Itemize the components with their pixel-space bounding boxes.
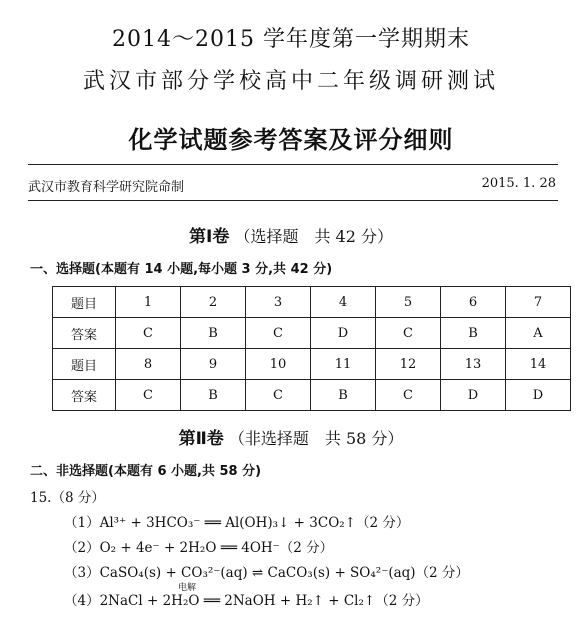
- question-number: 4: [311, 287, 376, 318]
- answer-cell: B: [311, 380, 376, 411]
- part1-note: （选择题 共 42 分）: [234, 227, 393, 246]
- document-title: 化学试题参考答案及评分细则: [128, 126, 454, 154]
- equation-3: （3）CaSO₄(s) + CO₃²⁻(aq) ⇌ CaCO₃(s) + SO₄²⁻(aq)（2 分）: [64, 565, 469, 581]
- section2-title: 二、非选择题(本题有 6 小题,共 58 分): [30, 464, 262, 479]
- question-15-label: 15.（8 分）: [30, 490, 105, 506]
- question-number: 10: [246, 349, 311, 380]
- question-number: 14: [506, 349, 571, 380]
- question-number: 2: [181, 287, 246, 318]
- table-row: [53, 380, 571, 411]
- row-label: 答案: [53, 318, 116, 349]
- part1-heading: [0, 222, 582, 247]
- question-number: 6: [441, 287, 506, 318]
- row-label: 答案: [53, 380, 116, 411]
- row-label: 题目: [53, 287, 116, 318]
- part1-label: 第Ⅰ卷: [189, 227, 230, 247]
- bottom-divider: [28, 200, 558, 201]
- answer-cell: B: [441, 318, 506, 349]
- answer-cell: D: [441, 380, 506, 411]
- answer-cell: D: [311, 318, 376, 349]
- part2-note: （非选择题 共 58 分）: [228, 429, 404, 448]
- equation-1: （1）Al³⁺ + 3HCO₃⁻ ══ Al(OH)₃↓ + 3CO₂↑（2 分）: [64, 515, 410, 531]
- question-number: 12: [376, 349, 441, 380]
- question-number: 11: [311, 349, 376, 380]
- equation-2: （2）O₂ + 4e⁻ + 2H₂O ══ 4OH⁻（2 分）: [64, 540, 334, 556]
- question-number: 3: [246, 287, 311, 318]
- question-number: 9: [181, 349, 246, 380]
- answer-table: [52, 286, 571, 411]
- part2-label: 第Ⅱ卷: [178, 429, 224, 449]
- question-number: 1: [116, 287, 181, 318]
- row-label: 题目: [53, 349, 116, 380]
- table-row: [53, 349, 571, 380]
- issuer-text: 武汉市教育科学研究院命制: [28, 180, 185, 195]
- table-row: [53, 287, 571, 318]
- section1-title: 一、选择题(本题有 14 小题,每小题 3 分,共 42 分): [30, 262, 333, 277]
- answer-cell: D: [506, 380, 571, 411]
- exam-term-heading: 2014～2015 学年度第一学期期末: [112, 27, 470, 52]
- part2-heading: [0, 424, 582, 449]
- question-number: 8: [116, 349, 181, 380]
- answer-cell: C: [116, 380, 181, 411]
- table-row: [53, 318, 571, 349]
- answer-cell: B: [181, 318, 246, 349]
- answer-cell: C: [246, 318, 311, 349]
- question-number: 5: [376, 287, 441, 318]
- question-number: 13: [441, 349, 506, 380]
- electrolysis-condition: 电解: [178, 583, 197, 593]
- equation-4: （4）2NaCl + 2H₂O ══ 2NaOH + H₂↑ + Cl₂↑（2 分）: [64, 593, 429, 609]
- answer-cell: C: [376, 318, 441, 349]
- answer-cell: B: [181, 380, 246, 411]
- answer-cell: C: [246, 380, 311, 411]
- issue-date: 2015. 1. 28: [481, 176, 556, 191]
- question-number: 7: [506, 287, 571, 318]
- answer-cell: A: [506, 318, 571, 349]
- exam-name-heading: 武汉市部分学校高中二年级调研测试: [82, 69, 499, 94]
- top-divider: [28, 164, 558, 165]
- answer-cell: C: [116, 318, 181, 349]
- answer-cell: C: [376, 380, 441, 411]
